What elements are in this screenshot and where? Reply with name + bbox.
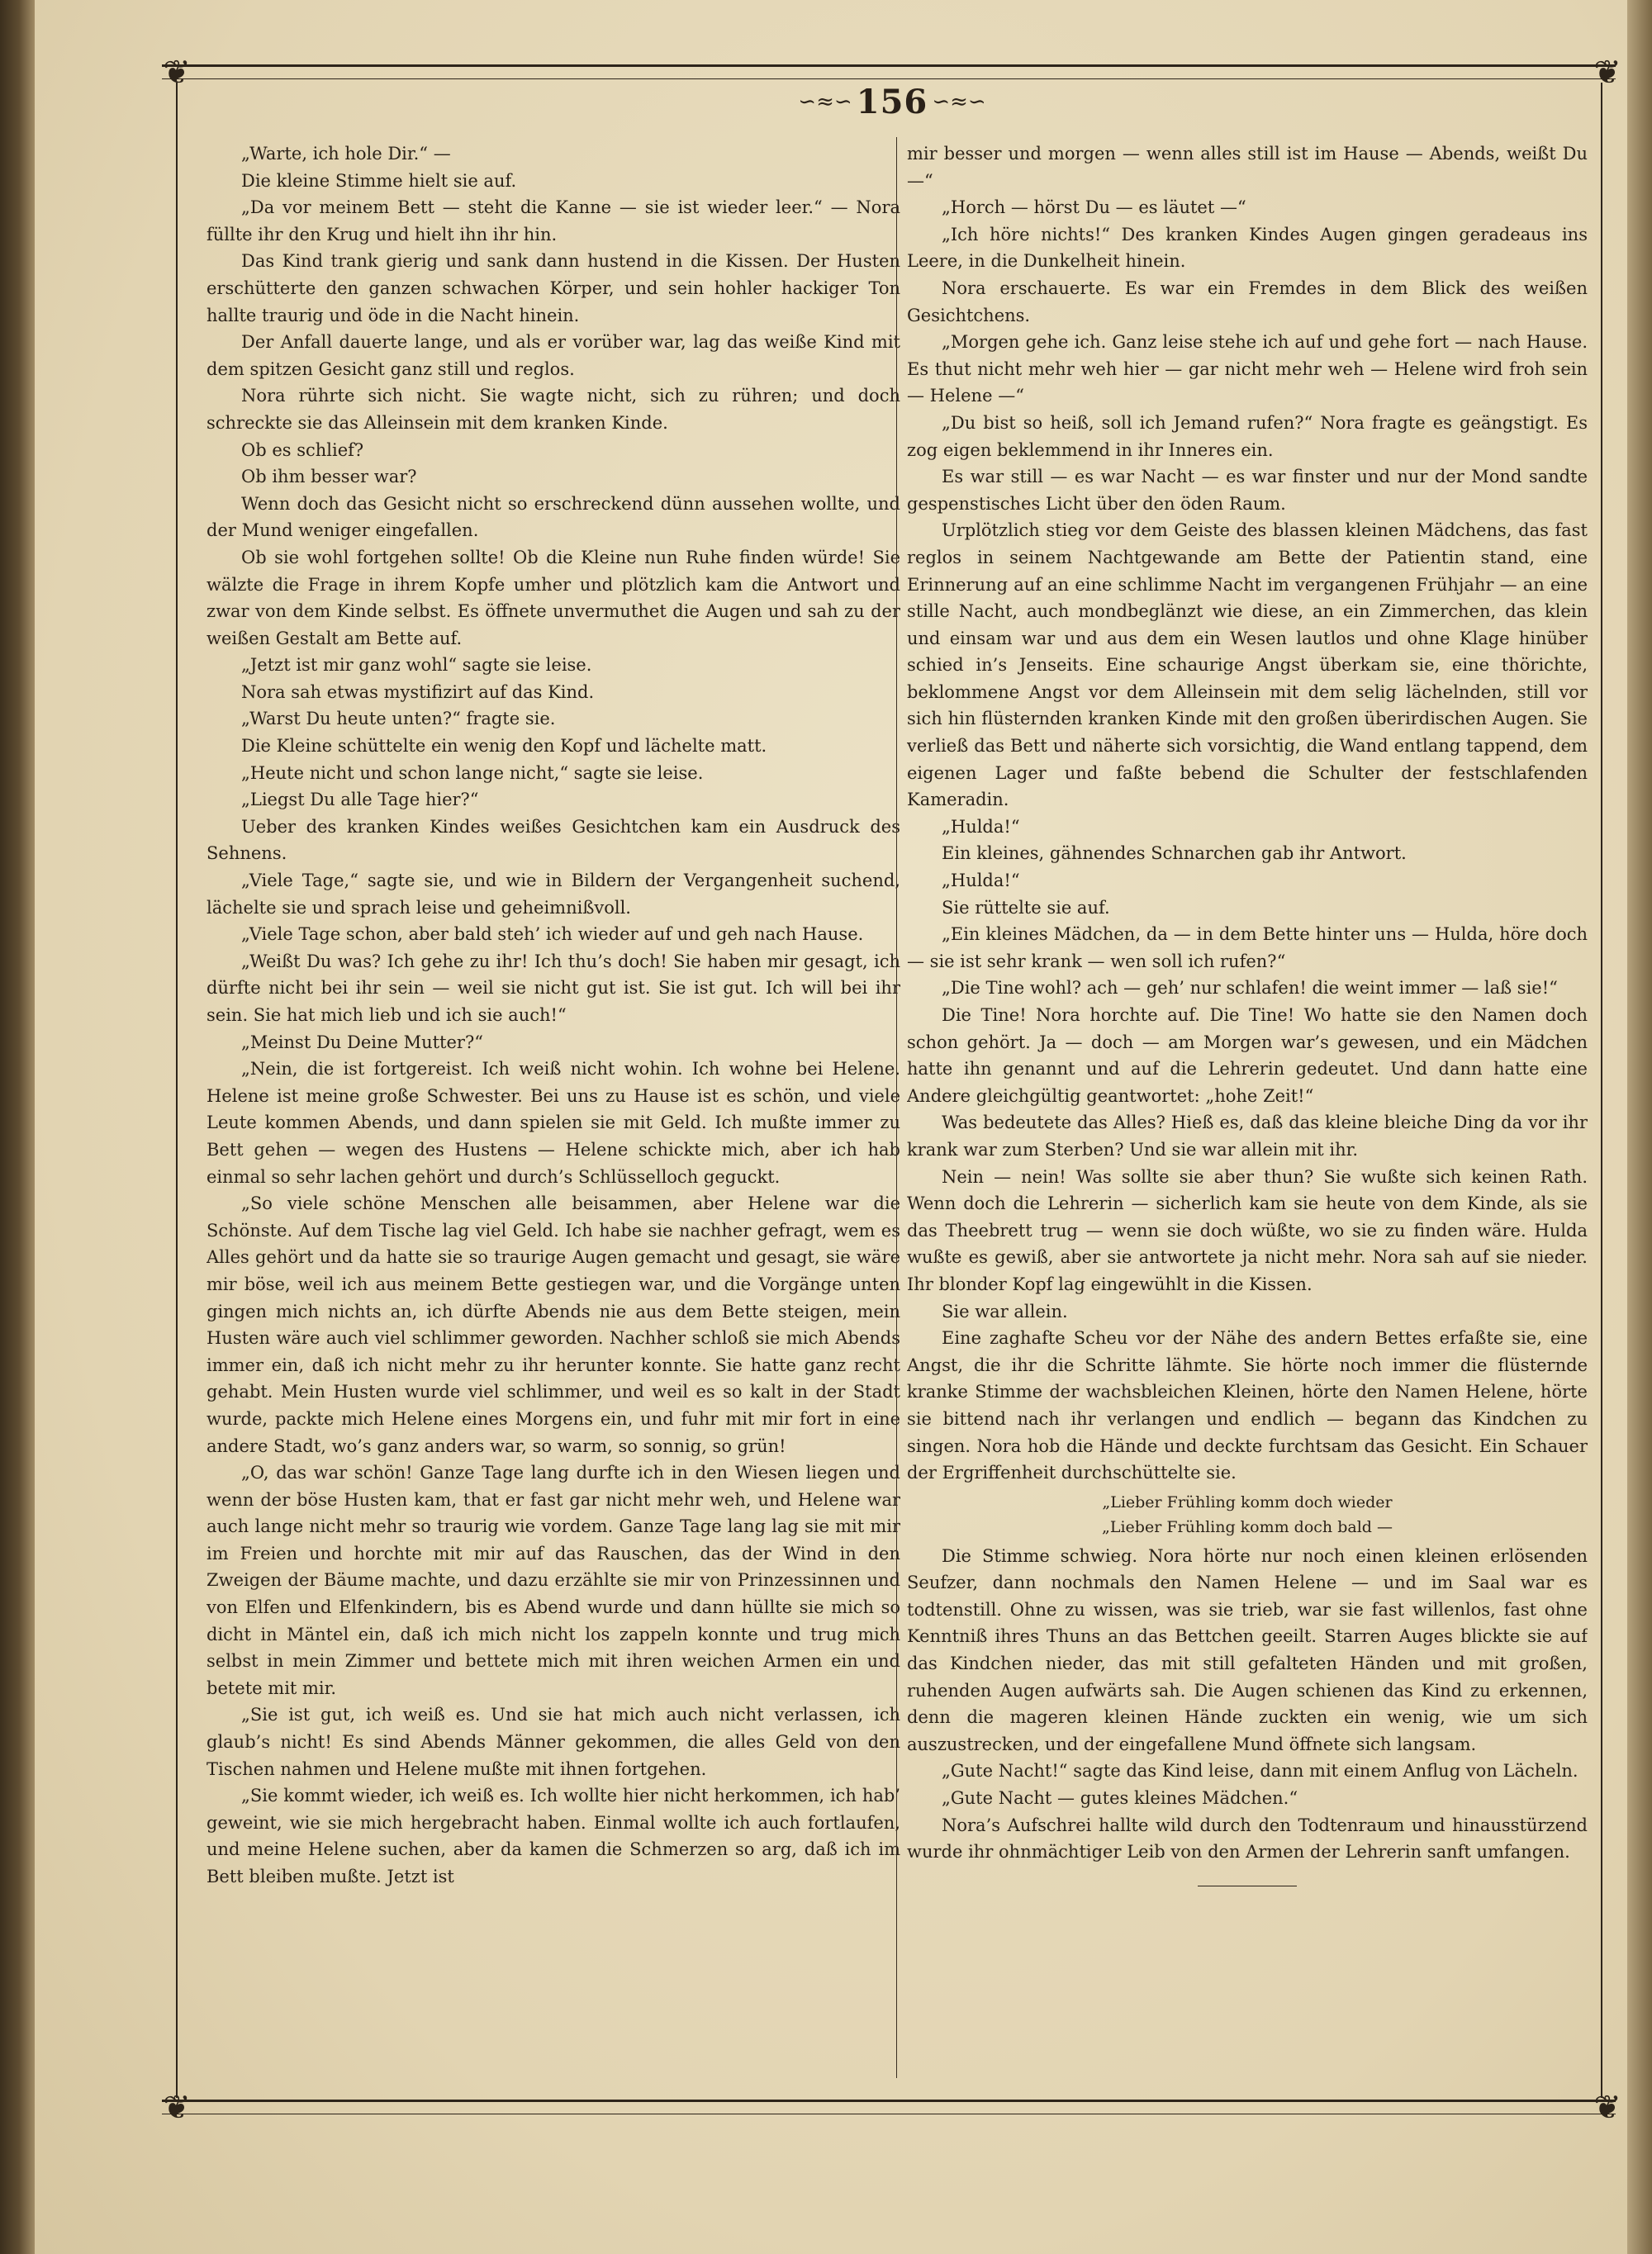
paragraph: Sie war allein. <box>942 1301 1068 1322</box>
paragraph: Eine zaghafte Scheu vor der Nähe des andern Bettes erfaßte sie, eine Angst, die ihr die Schritte lähmte. Sie hörte noch immer die flüsternde kranke Stimme der wachsbleichen Kleinen, hörte den Namen Helene, hörte sie bittend nach ihr verlangen und endlich — begann das Kindchen zu singen. Nora hob die Hände und deckte furchtsam das Gesicht. Ein Schauer der Ergriffenheit durchschüttelte sie. <box>907 1328 1588 1483</box>
paragraph: „Morgen gehe ich. Ganz leise stehe ich auf und gehe fort — nach Hause. Es thut nicht mehr weh hier — gar nicht mehr weh — Helene wird froh sein — Helene —“ <box>907 332 1588 406</box>
page-header <box>768 83 1016 129</box>
paragraph: „O, das war schön! Ganze Tage lang durfte ich in den Wiesen liegen und wenn der böse Husten kam, that er fast gar nicht mehr weh, und Helene war auch lange nicht mehr so traurig wie vordem. Ganze Tage lang lag sie mit mir im Freien und horchte mit mir auf das Rauschen, das der Wind in den Zweigen der Bäume machte, und dazu erzählte sie mir von Prinzessinnen und von Elfen und Elfenkindern, bis es Abend wurde und dann hüllte sie mich so dicht in Mäntel ein, daß ich mich nicht los zappeln konnte und trug mich selbst in mein Zimmer und bettete mich mit ihren weichen Armen ein und betete mit mir. <box>206 1463 900 1698</box>
paragraph: Urplötzlich stieg vor dem Geiste des blassen kleinen Mädchens, das fast reglos in seinem Nachtgewande am Bette der Patientin stand, eine Erinnerung auf an eine schlimme Nacht im vergangenen Frühjahr — an eine stille Nacht, auch mondbeglänzt wie diese, an ein Zimmerchen, das klein und einsam war und aus dem ein Wesen lautlos und ohne Klage hinüber schied in’s Jenseits. Eine schaurige Angst überkam sie, eine thörichte, beklommene Angst vor dem Alleinsein mit dem selig lächelnden, still vor sich hin flüsternden kranken Kinde mit den großen überirdischen Augen. Sie verließ das Bett und näherte sich vorsichtig, die Wand entlang tappend, dem eigenen Lager und faßte bebend die Schulter der festschlafenden Kameradin. <box>907 520 1588 810</box>
paragraph: „Viele Tage,“ sagte sie, und wie in Bildern der Vergangenheit suchend, lächelte sie und sprach leise und geheimnißvoll. <box>206 871 900 918</box>
paragraph: Nora erschauerte. Es war ein Fremdes in dem Blick des weißen Gesichtchens. <box>907 278 1588 325</box>
paragraph: „Sie kommt wieder, ich weiß es. Ich wollte hier nicht herkommen, ich hab’ geweint, wie sie mich hergebracht haben. Einmal wollte ich auch fortlaufen, und meine Helene suchen, aber da kamen die Schmerzen so arg, daß ich im Bett bleiben mußte. Jetzt ist <box>206 1786 900 1886</box>
flourish-left-icon: ∽≈∽ <box>798 89 852 115</box>
paragraph: „Heute nicht und schon lange nicht,“ sagte sie leise. <box>241 762 704 783</box>
paragraph: „Liegst Du alle Tage hier?“ <box>241 790 479 810</box>
paragraph: Nora’s Aufschrei hallte wild durch den Todtenraum und hinausstürzend wurde ihr ohnmächtiger Leib von den Armen der Lehrerin sanft umfangen. <box>907 1815 1588 1863</box>
paragraph: „Gute Nacht — gutes kleines Mädchen.“ <box>942 1788 1298 1809</box>
paragraph: Nora sah etwas mystifizirt auf das Kind. <box>241 681 595 702</box>
paragraph: „Jetzt ist mir ganz wohl“ sagte sie leise. <box>241 655 592 676</box>
page-number: 156 <box>856 83 928 121</box>
paragraph: „Warte, ich hole Dir.“ — <box>241 144 451 164</box>
paragraph: Die Stimme schwieg. Nora hörte nur noch einen kleinen erlösenden Seufzer, dann nochmals den Namen Helene — und im Saal war es todtenstill. Ohne zu wissen, was sie trieb, war sie fast willenlos, fast ohne Kenntniß ihres Thuns an das Bettchen geeilt. Starren Auges blickte sie auf das Kindchen nieder, das mit still gefalteten Händen und mit großen, ruhenden Augen aufwärts sah. Die Augen schienen das Kind zu erkennen, denn die mageren kleinen Hände zuckten ein wenig, wie um sich auszustrecken, und der eingefallene Mund öffnete sich langsam. <box>907 1545 1588 1754</box>
flourish-right-icon: ∽≈∽ <box>932 89 986 115</box>
frame-left-rule <box>176 83 178 2098</box>
verse-line: „Lieber Frühling komm doch bald — <box>1102 1517 1393 1536</box>
corner-ornament-icon: ❦ <box>1593 54 1621 92</box>
frame-bottom-rule <box>162 2100 1616 2114</box>
paragraph: „Ich höre nichts!“ Des kranken Kindes Augen gingen geradeaus ins Leere, in die Dunkelheit hinein. <box>907 224 1588 272</box>
paragraph: Der Anfall dauerte lange, und als er vorüber war, lag das weiße Kind mit dem spitzen Gesicht ganz still und reglos. <box>206 332 900 379</box>
paragraph: Die Tine! Nora horchte auf. Die Tine! Wo hatte sie den Namen doch schon gehört. Ja — doch — am Morgen war’s gewesen, und ein Mädchen hatte ihn genannt und auf die Lehrerin gedeutet. Und dann hatte eine Andere gleichgültig geantwortet: „hohe Zeit!“ <box>907 1005 1588 1106</box>
paragraph: „Ein kleines Mädchen, da — in dem Bette hinter uns — Hulda, höre doch — sie ist sehr krank — wen soll ich rufen?“ <box>907 924 1588 971</box>
paragraph: Sie rüttelte sie auf. <box>942 897 1110 918</box>
paragraph: „Horch — hörst Du — es läutet —“ <box>942 197 1246 218</box>
paragraph: Ueber des kranken Kindes weißes Gesichtchen kam ein Ausdruck des Sehnens. <box>206 816 900 864</box>
column-divider <box>896 137 897 2078</box>
paragraph: Ein kleines, gähnendes Schnarchen gab ihr Antwort. <box>942 843 1407 864</box>
paragraph: Nora rührte sich nicht. Sie wagte nicht, sich zu rühren; und doch schreckte sie das Alleinsein mit dem kranken Kinde. <box>206 386 900 433</box>
paragraph: „Die Tine wohl? ach — geh’ nur schlafen! die weint immer — laß sie!“ <box>942 978 1558 999</box>
paragraph: „Nein, die ist fortgereist. Ich weiß nicht wohin. Ich wohne bei Helene. Helene ist meine große Schwester. Bei uns zu Hause ist es schön, und viele Leute kommen Abends, und dann spielen sie mit Geld. Ich mußte immer zu Bett gehen — wegen des Hustens — Helene schickte mich, aber ich hab einmal so sehr lachen gehört und durch’s Schlüsselloch geguckt. <box>206 1059 900 1187</box>
corner-ornament-icon: ❦ <box>163 2089 191 2127</box>
paragraph: Was bedeutete das Alles? Hieß es, daß das kleine bleiche Ding da vor ihr krank war zum Sterben? Und sie war allein mit ihr. <box>907 1113 1588 1160</box>
frame-right-rule <box>1601 83 1602 2098</box>
corner-ornament-icon: ❦ <box>1593 2089 1621 2127</box>
paragraph: „Sie ist gut, ich weiß es. Und sie hat mich auch nicht verlassen, ich glaub’s nicht! Es sind Abends Männer gekommen, die alles Geld von den Tischen nahmen und Helene mußte mit ihnen fortgehen. <box>206 1705 900 1779</box>
song-verse <box>907 1490 1588 1540</box>
left-column <box>206 140 900 2081</box>
paragraph: Die Kleine schüttelte ein wenig den Kopf und lächelte matt. <box>241 736 767 757</box>
frame-top-rule <box>162 64 1616 79</box>
right-column-text-before-poem <box>907 140 1588 1487</box>
paragraph: Ob sie wohl fortgehen sollte! Ob die Kleine nun Ruhe finden würde! Sie wälzte die Frage in ihrem Kopfe umher und plötzlich kam die Antwort und zwar von dem Kinde selbst. Es öffnete unvermuthet die Augen und sah zu der weißen Gestalt am Bette auf. <box>206 547 900 648</box>
book-spine-shadow <box>0 0 35 2254</box>
paragraph: Das Kind trank gierig und sank dann hustend in die Kissen. Der Husten erschütterte den ganzen schwachen Körper, und sein hohler hackiger Ton hallte traurig und öde in die Nacht hinein. <box>206 251 900 325</box>
paragraph: mir besser und morgen — wenn alles still ist im Hause — Abends, weißt Du —“ <box>907 144 1588 191</box>
paragraph: Ob ihm besser war? <box>241 467 417 487</box>
page-edge <box>1627 0 1652 2254</box>
right-column <box>907 140 1588 2081</box>
right-column-text-after-poem <box>907 1543 1588 1866</box>
paragraph: „Warst Du heute unten?“ fragte sie. <box>241 709 556 729</box>
paragraph: Es war still — es war Nacht — es war finster und nur der Mond sandte gespenstisches Licht über den öden Raum. <box>907 467 1588 514</box>
paragraph: „Gute Nacht!“ sagte das Kind leise, dann mit einem Anflug von Lächeln. <box>942 1761 1578 1782</box>
paragraph: Wenn doch das Gesicht nicht so erschreckend dünn aussehen wollte, und der Mund weniger eingefallen. <box>206 493 900 541</box>
paragraph: „Viele Tage schon, aber bald steh’ ich wieder auf und geh nach Hause. <box>241 924 864 945</box>
paragraph: „Weißt Du was? Ich gehe zu ihr! Ich thu’s doch! Sie haben mir gesagt, ich dürfte nicht bei ihr sein — weil sie nicht gut ist. Sie ist gut. Ich will bei ihr sein. Sie hat mich lieb und ich sie auch!“ <box>206 951 900 1025</box>
paragraph: Ob es schlief? <box>241 439 364 460</box>
paragraph: „Hulda!“ <box>942 816 1020 837</box>
paragraph: Nein — nein! Was sollte sie aber thun? Sie wußte sich keinen Rath. Wenn doch die Lehrerin — sicherlich kam sie heute von dem Kinde, als sie das Theebrett trug — wenn sie doch wüßte, wo sie zu finden wäre. Hulda wußte es gewiß, aber sie antwortete ja nicht mehr. Nora sah auf sie nieder. Ihr blonder Kopf lag eingewühlt in die Kissen. <box>907 1166 1588 1294</box>
corner-ornament-icon: ❦ <box>163 54 191 92</box>
paragraph: Die kleine Stimme hielt sie auf. <box>241 170 517 191</box>
verse-line: „Lieber Frühling komm doch wieder <box>1102 1492 1393 1511</box>
paragraph: „So viele schöne Menschen alle beisammen, aber Helene war die Schönste. Auf dem Tische lag viel Geld. Ich habe sie nachher gefragt, wem es Alles gehört und da hatte sie so traurige Augen gemacht und gesagt, sie wäre mir böse, weil ich aus meinem Bette gestiegen war, und die Vorgänge unten gingen mich nichts an, ich dürfte Abends nie aus dem Bette steigen, mein Husten wäre auch viel schlimmer geworden. Nachher schloß sie mich Abends immer ein, daß ich nicht mehr zu ihr herunter konnte. Sie hatte ganz recht gehabt. Mein Husten wurde viel schlimmer, und weil es so kalt in der Stadt wurde, packte mich Helene eines Morgens ein, und fuhr mit mir fort in eine andere Stadt, wo’s ganz anders war, so warm, so sonnig, so grün! <box>206 1193 900 1456</box>
paragraph: „Hulda!“ <box>942 871 1020 891</box>
paragraph: „Du bist so heiß, soll ich Jemand rufen?“ Nora fragte es geängstigt. Es zog eigen beklemmend in ihr Inneres ein. <box>907 412 1588 460</box>
paragraph: „Da vor meinem Bett — steht die Kanne — sie ist wieder leer.“ — Nora füllte ihr den Krug und hielt ihn ihr hin. <box>206 197 900 244</box>
paragraph: „Meinst Du Deine Mutter?“ <box>241 1032 483 1052</box>
